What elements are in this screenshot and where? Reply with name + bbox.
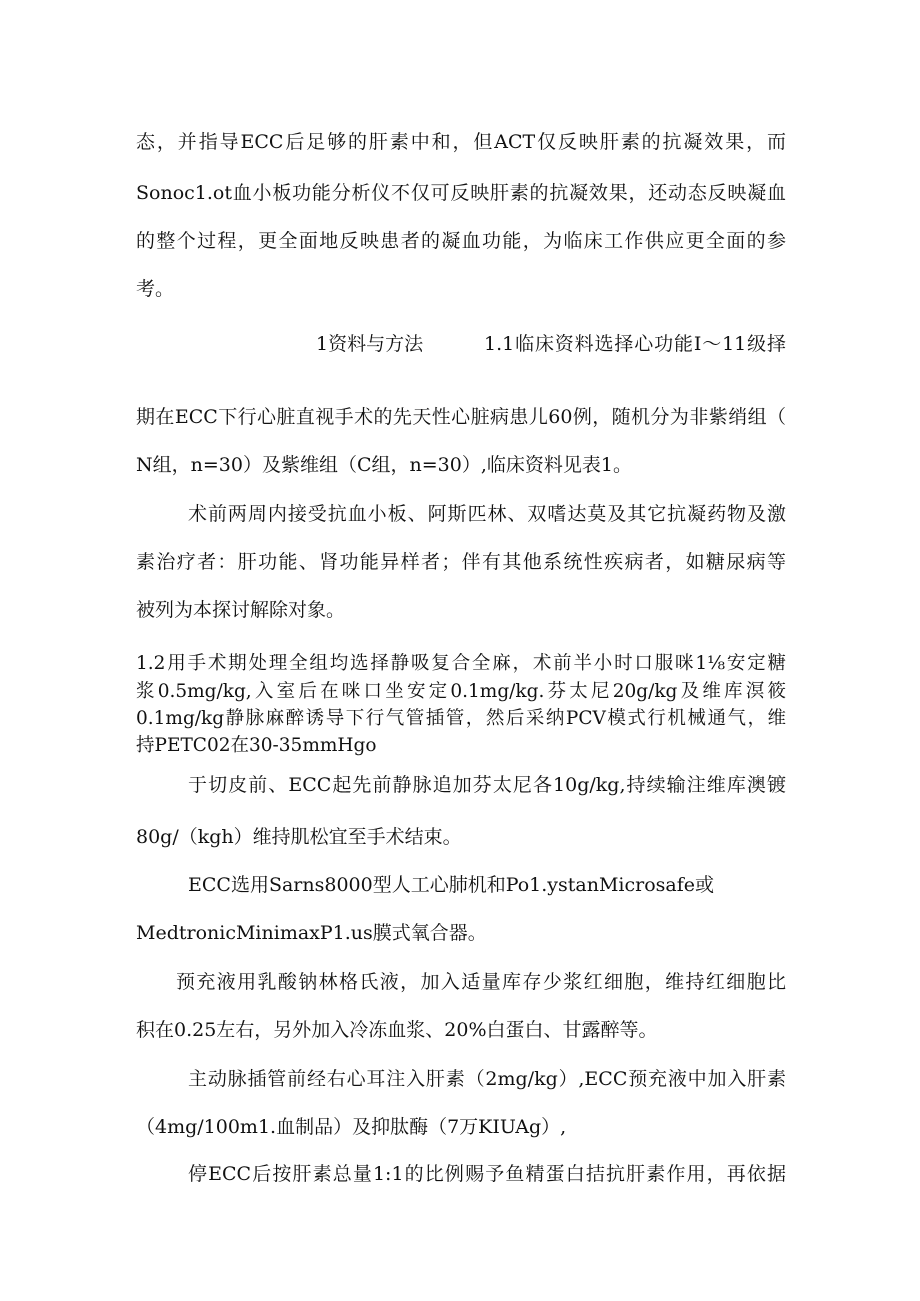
paragraph-line: MedtronicMinimaxP1.us膜式氧合器。: [136, 922, 487, 944]
paragraph-line: 的整个过程，更全面地反映患者的凝血功能，为临床工作供应更全面的参: [136, 230, 786, 252]
paragraph-line: 持PETC02在30-35mmHgo: [136, 735, 377, 756]
paragraph-line: 预充液用乳酸钠林格氏液，加入适量库存少浆红细胞，维持红细胞比: [176, 971, 786, 993]
paragraph-line: 主动脉插管前经右心耳注入肝素（2mg/kg）,ECC预充液中加入肝素: [188, 1068, 786, 1090]
paragraph-line: Sonoc1.ot血小板功能分析仪不仅可反映肝素的抗凝效果，还动态反映凝血: [136, 182, 786, 204]
paragraph-line: （4mg/100m1.血制品）及抑肽酶（7万KIUAg）,: [136, 1116, 567, 1138]
paragraph-line: 80g/（kgh）维持肌松宜至手术结束。: [136, 826, 462, 848]
paragraph-line: 考。: [136, 278, 175, 300]
paragraph-line: 被列为本探讨解除对象。: [136, 599, 346, 621]
paragraph-line: 素治疗者：肝功能、肾功能异样者；伴有其他系统性疾病者，如糖尿病等: [136, 551, 786, 573]
section-heading: 1资料与方法: [316, 333, 424, 355]
paragraph-line: 术前两周内接受抗血小板、阿斯匹林、双嗜达莫及其它抗凝药物及激: [188, 503, 786, 525]
paragraph-line: 态，并指导ECC后足够的肝素中和，但ACT仅反映肝素的抗凝效果，而: [136, 131, 786, 153]
paragraph-line: 1.2用手术期处理全组均选择静吸复合全麻，术前半小时口服咪1⅛安定糖: [136, 653, 786, 674]
paragraph-line: 期在ECC下行心脏直视手术的先天性心脏病患儿60例，随机分为非紫绡组（: [136, 406, 786, 428]
paragraph-line: ECC选用Sarns8000型人工心肺机和Po1.ystanMicrosafe或: [188, 874, 715, 896]
paragraph-line: 停ECC后按肝素总量1:1的比例赐予鱼精蛋白拮抗肝素作用，再依据: [188, 1163, 786, 1185]
paragraph-line: 0.1mg/kg静脉麻醉诱导下行气管插管，然后采纳PCV模式行机械通气，维: [136, 708, 786, 729]
subsection-heading: 1.1临床资料选择心功能I～11级择: [484, 333, 786, 355]
paragraph-line: 于切皮前、ECC起先前静脉追加芬太尼各10g/kg,持续输注维库澳镀: [188, 774, 786, 796]
paragraph-line: N组，n=30）及紫维组（C组，n=30）,临床资料见表1。: [136, 454, 632, 476]
paragraph-line: 浆0.5mg/kg,入室后在咪口坐安定0.1mg/kg.芬太尼20g/kg及维库溟筱: [136, 681, 786, 702]
paragraph-line: 积在0.25左右，另外加入冷冻血浆、20%白蛋白、甘露醉等。: [136, 1019, 658, 1041]
